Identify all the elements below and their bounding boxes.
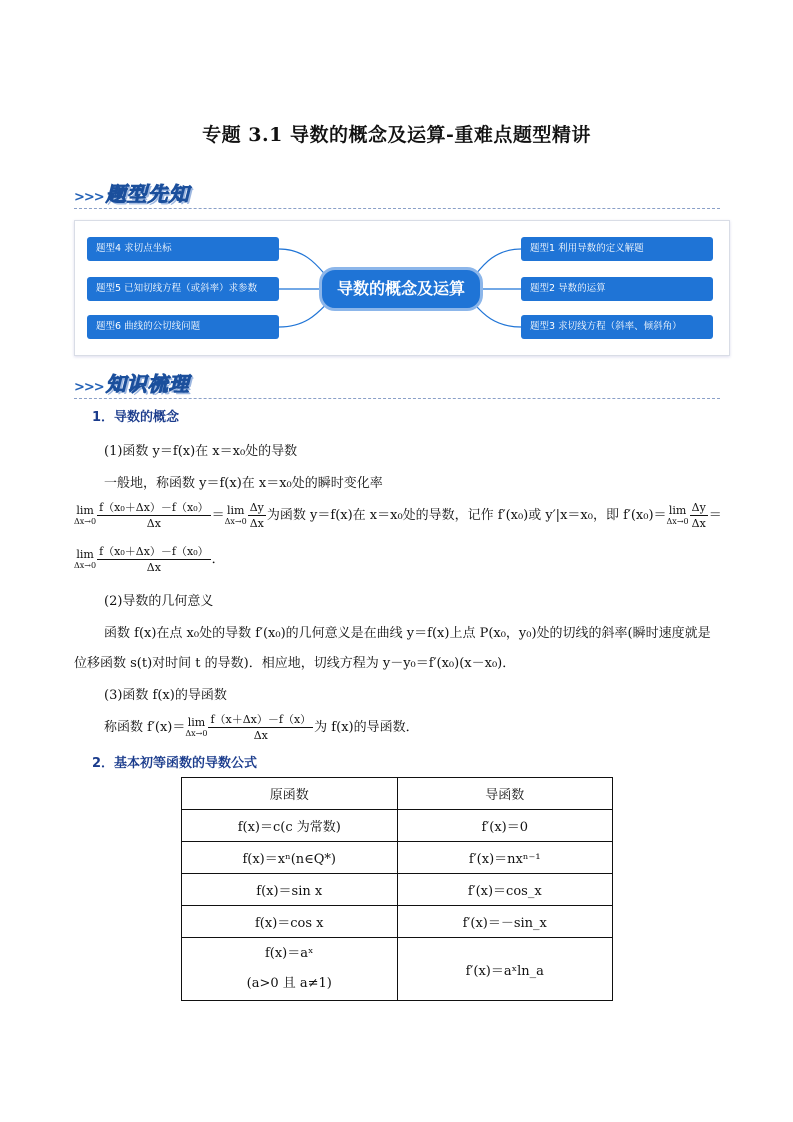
mindmap — [74, 220, 730, 356]
table-cell: f′(x)＝nxⁿ⁻¹ — [397, 842, 613, 874]
divider — [74, 208, 720, 209]
formula-derivative-definition-cont: lim Δx→0 $\frac{\text{f（x₀＋Δx）－f（x₀）}}{\Delta x}$ ． — [74, 545, 225, 574]
table-row — [182, 842, 613, 874]
table-cell: f(x)＝xⁿ(n∈Q*) — [182, 842, 398, 874]
definition-text: 为函数 y＝f(x)在 x＝x₀处的导数，记作 f′(x₀)或 y′|x＝x₀，即 f′(x₀)＝ — [266, 508, 667, 523]
limit-symbol: lim Δx→0 — [224, 503, 247, 526]
section-banner-knowledge: >>> 知识梳理 — [74, 372, 190, 396]
mindmap-node-type1: 题型1 利用导数的定义解题 — [521, 237, 713, 261]
table-row — [182, 810, 613, 842]
difference-quotient: $\frac{\text{f（x₀＋Δx）－f（x₀）}}{\Delta x}$ — [99, 545, 209, 574]
table-header-row — [182, 778, 613, 810]
column-header-original: 原函数 — [182, 778, 398, 810]
limit-symbol: lim Δx→0 — [74, 503, 97, 526]
table-cell: f′(x)＝－sin_x — [397, 906, 613, 938]
limit-symbol: lim Δx→0 — [74, 547, 97, 570]
table-cell: f(x)＝sin x — [182, 874, 398, 906]
page-title: 专题 3.1 导数的概念及运算-重难点题型精讲 — [202, 124, 591, 146]
subheading-derivative-at-point: (1)函数 y＝f(x)在 x＝x₀处的导数 — [104, 444, 298, 459]
table-cell: f(x)＝aˣ (a>0 且 a≠1) — [182, 938, 398, 1001]
mindmap-node-type5: 题型5 已知切线方程（或斜率）求参数 — [87, 277, 279, 301]
column-header-derivative: 导函数 — [397, 778, 613, 810]
derivative-formula-table — [181, 777, 613, 1001]
section-heading-formulas: 2．基本初等函数的导数公式 — [92, 756, 258, 771]
divider — [74, 398, 720, 399]
section-heading-concept: 1．导数的概念 — [92, 410, 180, 425]
table-row — [182, 906, 613, 938]
mindmap-node-type4: 题型4 求切点坐标 — [87, 237, 279, 261]
mindmap-center-node: 导数的概念及运算 — [319, 267, 483, 311]
formula-derived-function: 称函数 f′(x)＝ lim Δx→0 $\frac{f(x+\Delta x)-f(x)}{\Delta x}$ 为 f(x)的导函数． — [104, 713, 419, 742]
dy-dx-fraction: $\frac{\Delta y}{\Delta x}$ — [691, 501, 706, 530]
table-row — [182, 874, 613, 906]
table-cell: f(x)＝cos x — [182, 906, 398, 938]
limit-symbol: lim Δx→0 — [666, 503, 689, 526]
triple-chevron-icon: >>> — [74, 380, 104, 395]
paragraph-geometric-meaning: 函数 f(x)在点 x₀处的导数 f′(x₀)的几何意义是在曲线 y＝f(x)上点 P(x₀，y₀)处的切线的斜率(瞬时速度就是 — [104, 626, 711, 641]
table-row — [182, 938, 613, 1001]
paragraph-instant-rate: 一般地，称函数 y＝f(x)在 x＝x₀处的瞬时变化率 — [104, 476, 383, 491]
difference-quotient: $\frac{f(x+\Delta x)-f(x)}{\Delta x}$ — [210, 713, 312, 742]
table-cell: f′(x)＝aˣln_a — [397, 938, 613, 1001]
triple-chevron-icon: >>> — [74, 190, 104, 205]
dy-dx-fraction: $\frac{\Delta y}{\Delta x}$ — [249, 501, 264, 530]
subheading-derived-function: (3)函数 f(x)的导函数 — [104, 688, 227, 703]
paragraph-tangent-equation: 位移函数 s(t)对时间 t 的导数)．相应地，切线方程为 y－y₀＝f′(x₀)(x－x₀)． — [74, 656, 516, 671]
subheading-geometric-meaning: (2)导数的几何意义 — [104, 594, 214, 609]
table-cell: f(x)＝c(c 为常数) — [182, 810, 398, 842]
limit-symbol: lim Δx→0 — [185, 715, 208, 738]
condition-note: (a>0 且 a≠1) — [246, 976, 332, 991]
table-cell: f′(x)＝cos_x — [397, 874, 613, 906]
formula-derivative-definition: lim Δx→0 $\frac{\text{f（x₀＋Δx）－f（x₀）}}{\Delta x}$ ＝ lim Δx→0 $\frac{\Delta y}{\Delta x}$ 为函数 y＝f(x)在 x＝x₀处的导数，记作 f′(x₀)或 y′|x＝x₀，即 f′(x₀)＝ lim Δx→0 $\frac{\Delta y}{\Delta x}$ ＝ — [74, 501, 722, 530]
mindmap-node-type2: 题型2 导数的运算 — [521, 277, 713, 301]
mindmap-node-type3: 题型3 求切线方程（斜率、倾斜角） — [521, 315, 713, 339]
table-cell: f′(x)＝0 — [397, 810, 613, 842]
mindmap-node-type6: 题型6 曲线的公切线问题 — [87, 315, 279, 339]
difference-quotient: $\frac{\text{f（x₀＋Δx）－f（x₀）}}{\Delta x}$ — [99, 501, 209, 530]
section-banner-preview: >>> 题型先知 — [74, 182, 190, 206]
